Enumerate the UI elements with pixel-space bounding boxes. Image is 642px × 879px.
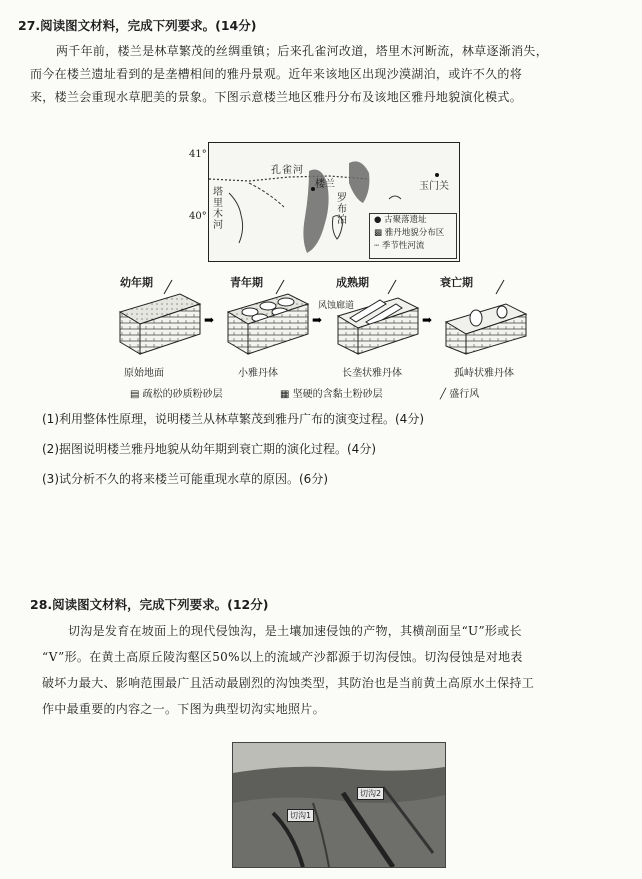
- question-28-title: 28.阅读图文材料，完成下列要求。(12分): [30, 597, 269, 612]
- material-line: 而今在楼兰遗址看到的是垄槽相间的雅丹景观。近年来该地区出现沙漠湖泊，或许不久的将: [30, 67, 523, 81]
- yardang-evolution-diagram: [110, 272, 550, 382]
- material-line: 破坏力最大、影响范围最广且活动最剧烈的沟蚀类型，其防治也是当前黄土高原水土保持工: [42, 676, 535, 690]
- seasonal-river: [209, 176, 369, 181]
- map-legend: [369, 213, 457, 259]
- stage-1-title: 幼年期: [120, 276, 153, 289]
- gully-2-label: 切沟2: [357, 787, 384, 800]
- arrow-2: ➡: [312, 313, 323, 327]
- branch-river: [249, 183, 284, 207]
- question-28-material: [42, 618, 622, 722]
- tarim-river-label: 塔里木河: [213, 187, 223, 231]
- lat-41-label: 41°: [189, 149, 207, 160]
- stage-4-caption: 孤峙状雅丹体: [454, 368, 514, 379]
- stage-3-title: 成熟期: [336, 276, 369, 289]
- loulan-map: [189, 142, 460, 262]
- legend-ancient-settlement: ● 古聚落遗址: [374, 215, 427, 225]
- legend-yardang-area: ▩ 雅丹地貌分布区: [374, 228, 445, 238]
- loulan-label: 楼兰: [315, 179, 335, 190]
- yardang-zone-2: [349, 161, 369, 203]
- gully-1-label: 切沟1: [287, 809, 314, 822]
- kongque-river-label: 孔雀河: [271, 165, 304, 176]
- question-27-2: (2)据图说明楼兰雅丹地貌从幼年期到衰亡期的演化过程。(4分): [42, 442, 376, 456]
- material-line: “V”形。在黄土高原丘陵沟壑区50%以上的流域产沙都源于切沟侵蚀。切沟侵蚀是对地表: [42, 650, 523, 664]
- gully-photo: [232, 742, 446, 868]
- stage-mature-block: [338, 280, 418, 354]
- legend-prevailing-wind: ╱ 盛行风: [440, 389, 480, 400]
- stage-juvenile-block: [120, 280, 200, 354]
- material-line: 切沟是发育在坡面上的现代侵蚀沟，是土壤加速侵蚀的产物，其横剖面呈“U”形或长: [68, 624, 522, 638]
- stage-2-caption: 小雅丹体: [238, 368, 278, 379]
- stage-2-title: 青年期: [230, 276, 263, 289]
- stage-1-caption: 原始地面: [124, 368, 164, 379]
- lat-40-label: 40°: [189, 211, 207, 222]
- material-line: 作中最重要的内容之一。下图为典型切沟实地照片。: [42, 702, 325, 716]
- stage-youth-block: [228, 280, 308, 354]
- question-27-material: [30, 40, 620, 109]
- question-27-3: (3)试分析不久的将来楼兰可能重现水草的原因。(6分): [42, 472, 328, 486]
- arrow-1: ➡: [204, 313, 215, 327]
- stage-4-title: 衰亡期: [440, 276, 473, 289]
- material-line: 两千年前，楼兰是林草繁茂的丝绸重镇；后来孔雀河改道，塔里木河断流，林草逐渐消失，: [56, 44, 549, 58]
- yumenguan-label: 玉门关: [419, 181, 449, 192]
- luobupo-label: 罗布泊: [337, 193, 347, 226]
- stage-3-caption: 长垄状雅丹体: [342, 368, 402, 379]
- tarim-river-line: [229, 193, 243, 243]
- gully-photo-drawing: [233, 743, 445, 867]
- arrow-3: ➡: [422, 313, 433, 327]
- material-line: 来，楼兰会重现水草肥美的景象。下图示意楼兰地区雅丹分布及该地区雅丹地貌演化模式。: [30, 90, 523, 104]
- stage-decline-block: [446, 280, 526, 354]
- legend-seasonal-river: ┄ 季节性河流: [374, 241, 425, 251]
- yumenguan-site-dot: [435, 173, 439, 177]
- question-27-1: (1)利用整体性原理，说明楼兰从林草繁茂到雅丹广布的演变过程。(4分): [42, 412, 424, 426]
- question-27-title: 27.阅读图文材料，完成下列要求。(14分): [18, 18, 257, 33]
- legend-hard-layer: ▦ 坚硬的含黏土粉砂层: [280, 389, 383, 400]
- legend-sandy-layer: ▤ 疏松的砂质粉砂层: [130, 389, 223, 400]
- wind-corridor-label: 风蚀廊道: [318, 301, 355, 311]
- east-river: [389, 196, 401, 199]
